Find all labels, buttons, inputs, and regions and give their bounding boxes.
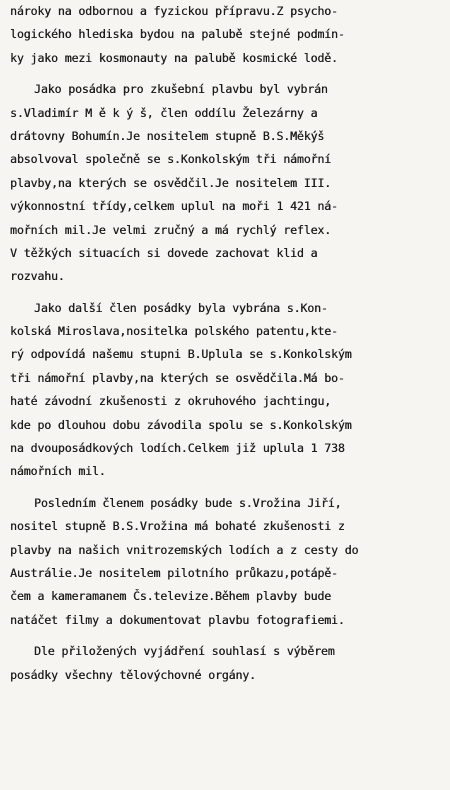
text-line: posádky všechny tělovýchovné orgány. [10,667,256,682]
paragraph-1 [10,0,440,70]
text-line: logického hlediska bydou na palubě stejné podmín- [10,27,345,42]
paragraph-2 [10,78,440,289]
text-line: drátovny Bohumín.Je nositelem stupně B.S.Měkýš [10,128,325,143]
text-line: rý odpovídá našemu stupni B.Uplula se s.Konkolským [10,347,352,362]
text-line: natáčet filmy a dokumentovat plavbu fotografiemi. [10,612,345,627]
text-line: kde po dlouhou dobu závodila spolu se s.Konkolským [10,417,352,432]
text-line: plavby na našich vnitrozemských lodích a z cesty do [10,542,359,557]
text-line: výkonnostní třídy,celkem uplul na moři 1 421 ná- [10,199,338,214]
paragraph-gap [10,289,440,297]
paragraph-5 [10,640,440,687]
paragraph-gap [10,484,440,492]
text-line: Dle přiložených vyjádření souhlasí s výběrem [34,644,335,659]
text-line: Jako posádka pro zkušební plavbu byl vybrán [34,82,328,97]
text-line: Austrálie.Je nositelem pilotního průkazu,potápě- [10,565,338,580]
text-line: haté závodní zkušenosti z okruhového jachtingu, [10,394,332,409]
text-line: absolvoval společně se s.Konkolským tři námořní [10,152,332,167]
text-line: čem a kameramanem Čs.televize.Během plavby bude [10,589,332,604]
text-line: tři námořní plavby,na kterých se osvědčila.Má bo- [10,370,345,385]
paragraph-3 [10,297,440,484]
paragraph-gap [10,70,440,78]
text-line: rozvahu. [10,269,65,284]
text-line: Jako další člen posádky byla vybrána s.Kon- [34,300,328,315]
text-line: mořních mil.Je velmi zručný a má rychlý reflex. [10,222,332,237]
text-line: plavby,na kterých se osvědčil.Je nositelem III. [10,175,332,190]
text-line: kolská Miroslava,nositelka polského patentu,kte- [10,324,338,339]
text-line: Posledním členem posádky bude s.Vrožina Jiří, [34,495,342,510]
typed-letter-body [10,0,440,687]
text-line: s.Vladimír M ě k ý š, člen oddílu Železárny a [10,105,318,120]
text-line: námořních mil. [10,464,106,479]
text-line: nositel stupně B.S.Vrožina má bohaté zkušenosti z [10,519,345,534]
paragraph-gap [10,632,440,640]
text-line: ky jako mezi kosmonauty na palubě kosmické lodě. [10,50,338,65]
text-line: nárokу na odbornou a fyzickou přípravu.Z psycho- [10,4,338,18]
paragraph-4 [10,492,440,632]
text-line: V těžkých situacích si dovede zachovat klid a [10,245,318,260]
text-line: na dvouposádkových lodích.Celkem již uplula 1 738 [10,441,345,456]
